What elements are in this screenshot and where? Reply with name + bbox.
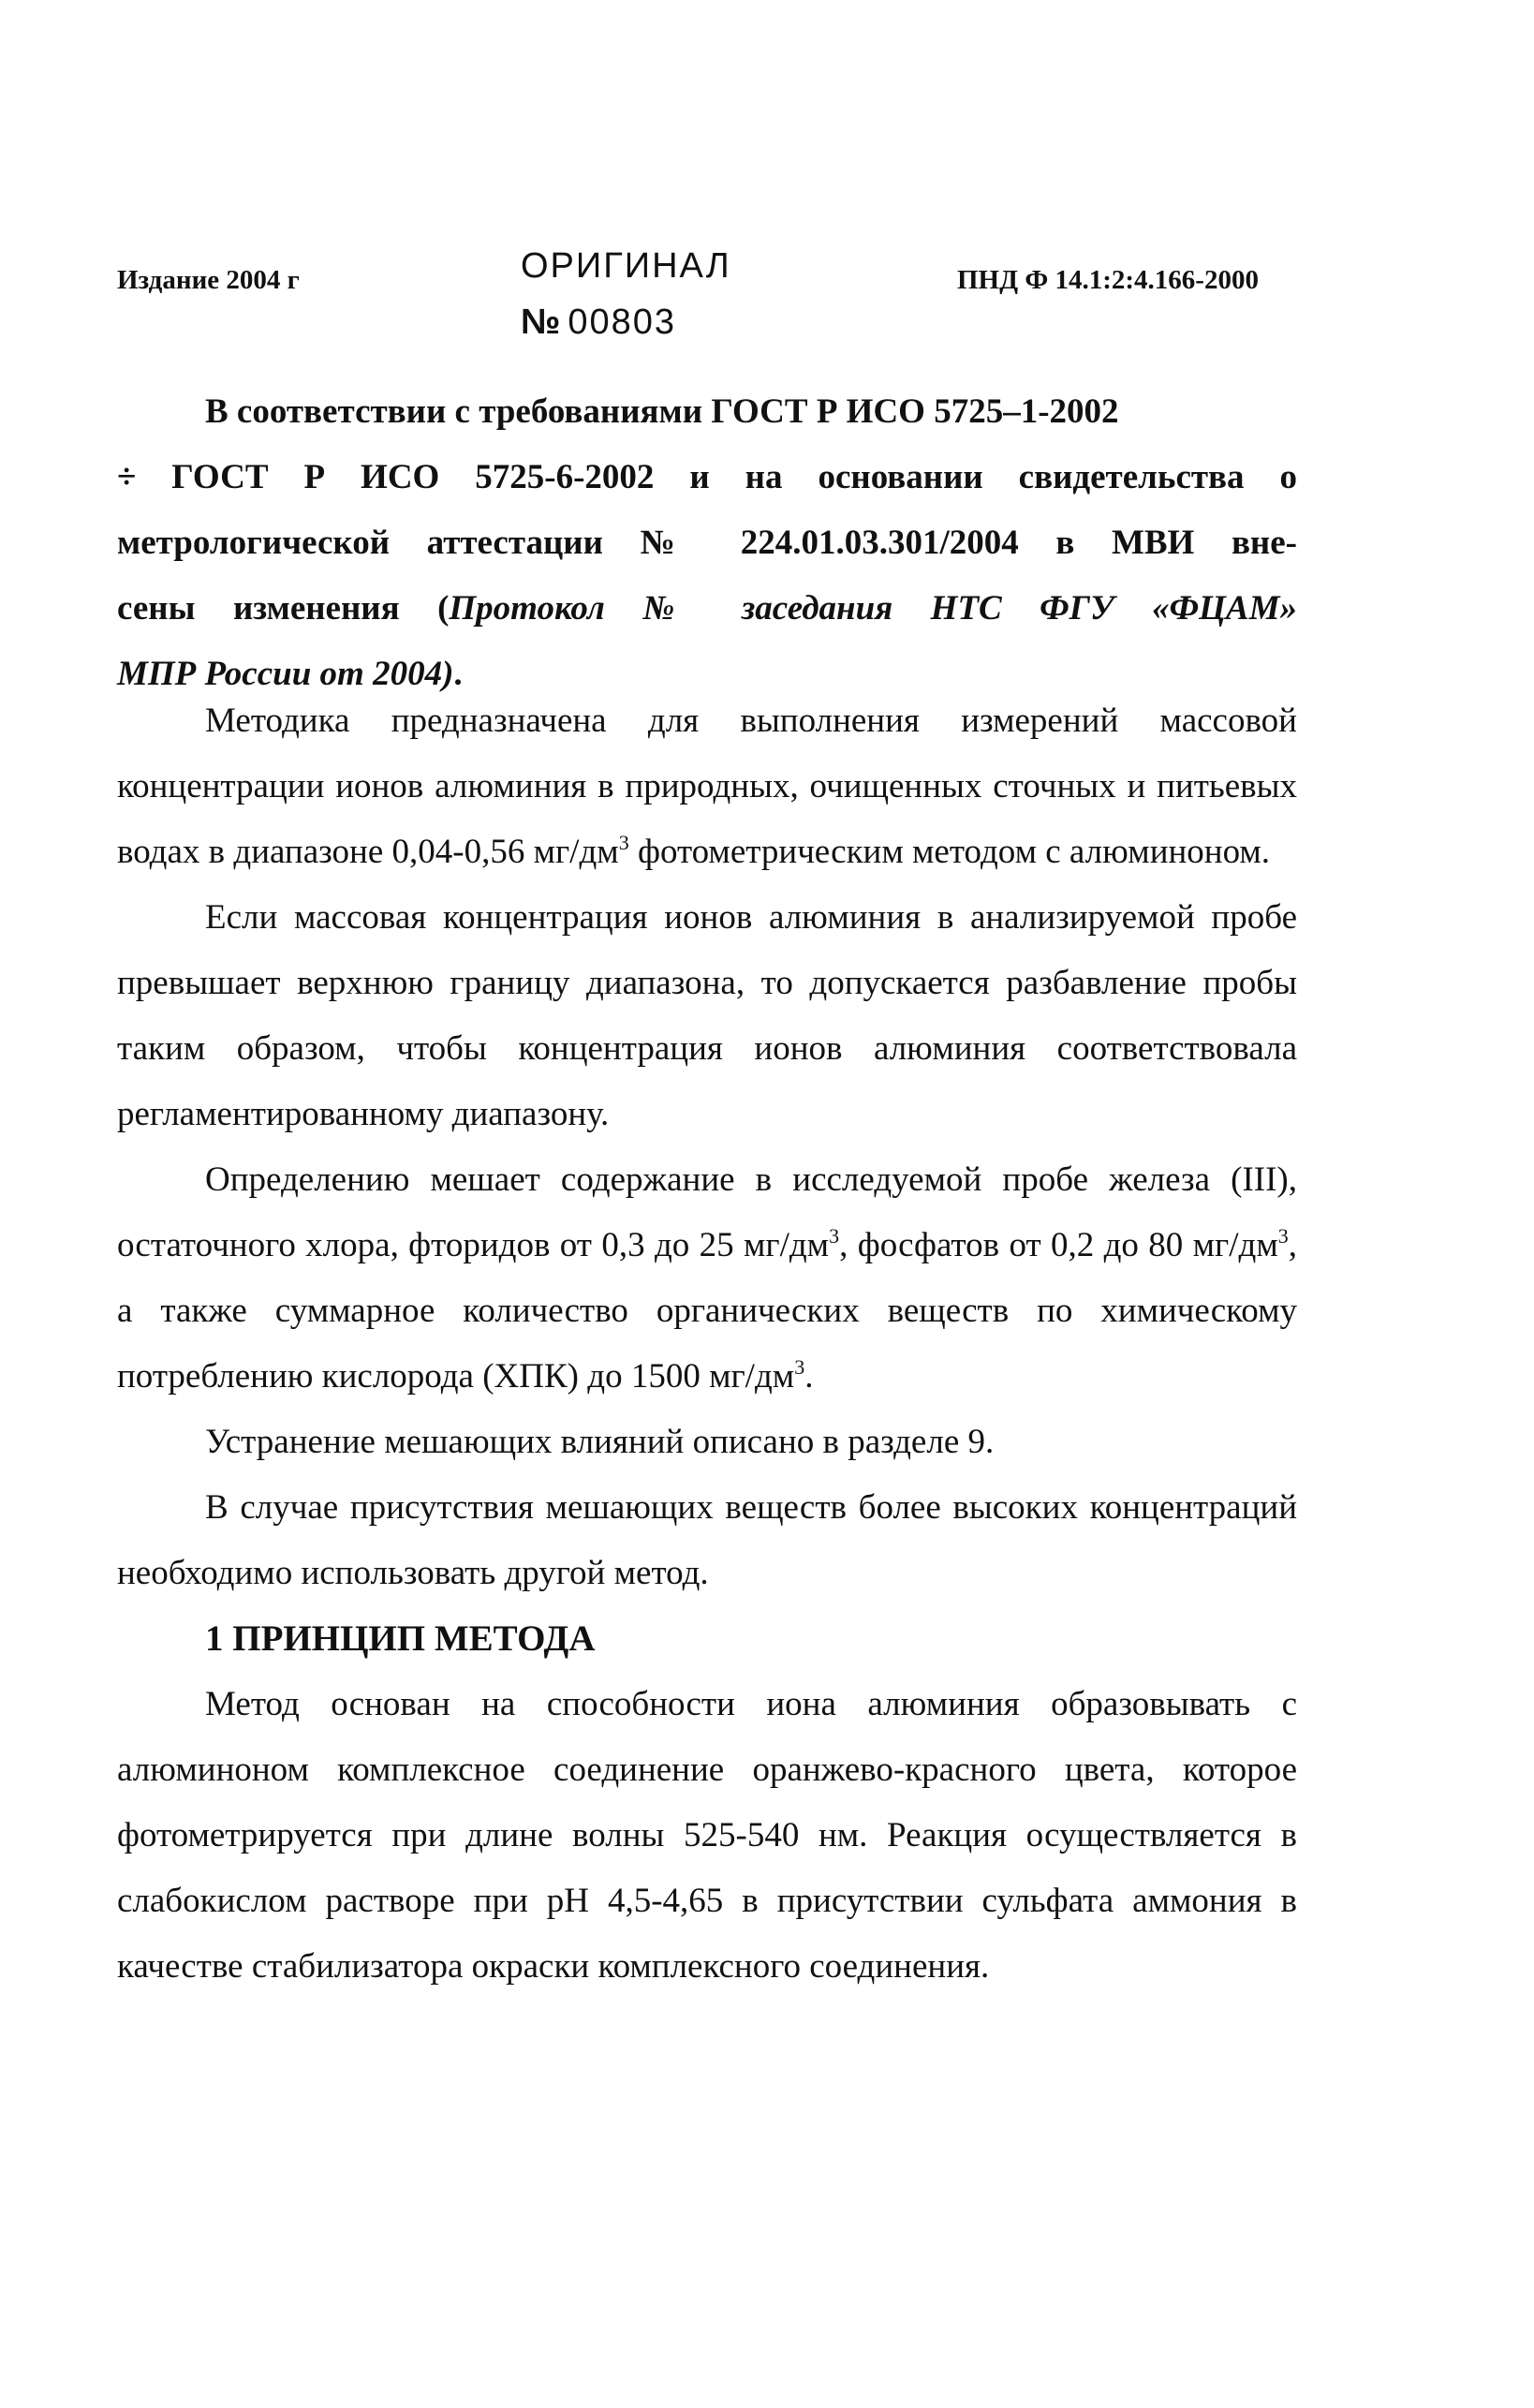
main-text [117, 688, 1297, 2000]
amendment-line: сены изменения (Протокол № заседания НТС ФГУ «ФЦАМ» [117, 589, 1297, 628]
paragraph-elimination: Устранение мешающих влияний описано в разделе 9. [205, 1423, 995, 1461]
amendment-line: В соответствии с требованиями ГОСТ Р ИСО 5725–1-2002 [205, 392, 1119, 431]
amendment-line: МПР России от 2004). [117, 655, 463, 693]
stamp-title: ОРИГИНАЛ [521, 246, 731, 286]
paragraph-scope: Методика предназначена для выполнения измерений массовой концентрации ионов алюминия в природных, очищенных сточных и питьевых водах в диапазоне 0,04-0,56 $мг/дм^3$ фотометрическим методом с алюминоном. [117, 702, 1297, 871]
stamp-number: 00803 [568, 303, 677, 342]
paragraph-dilution: Если массовая концентрация ионов алюминия в анализируемой пробе превышает верхнюю границу диапазона, то допускается разбавление пробы таким образом, чтобы концентрация ионов алюминия соответствовала регламентированному диапазону. [117, 898, 1297, 1133]
amendment-line: метрологической аттестации № 224.01.03.301/2004 в МВИ вне- [117, 524, 1297, 562]
number-sign: № [521, 303, 563, 342]
document-number: ПНД Ф 14.1:2:4.166-2000 [957, 265, 1259, 295]
stamp-number-line [521, 294, 731, 350]
paragraph-principle: Метод основан на способности иона алюминия образовывать с алюминоном комплексное соединение оранжево-красного цвета, которое фотометрируется при длине волны 525-540 нм. Реакция осуществляется в слабокислом растворе при pH 4,5-4,65 в присутствии сульфата аммония в качестве стабилизатора окраски комплексного соединения. [117, 1685, 1297, 1986]
original-stamp [521, 238, 731, 350]
section-heading: 1 ПРИНЦИП МЕТОДА [205, 1618, 596, 1659]
amendment-line: ÷ ГОСТ Р ИСО 5725-6-2002 и на основании свидетельства о [117, 458, 1297, 496]
paragraph-other-method: В случае присутствия мешающих веществ более высоких концентраций необходимо использовать другой метод. [117, 1488, 1297, 1592]
paragraph-interference: Определению мешает содержание в исследуемой пробе железа (III), остаточного хлора, фторидов от 0,3 до 25 $мг/дм^3$, фосфатов от 0,2 до 80 $мг/дм^3$, а также суммарное количество органических веществ по химическому потреблению кислорода (ХПК) до 1500 $мг/дм^3$. [117, 1160, 1297, 1396]
amendment-notice [117, 379, 1297, 707]
edition-year: Издание 2004 г [117, 265, 300, 295]
